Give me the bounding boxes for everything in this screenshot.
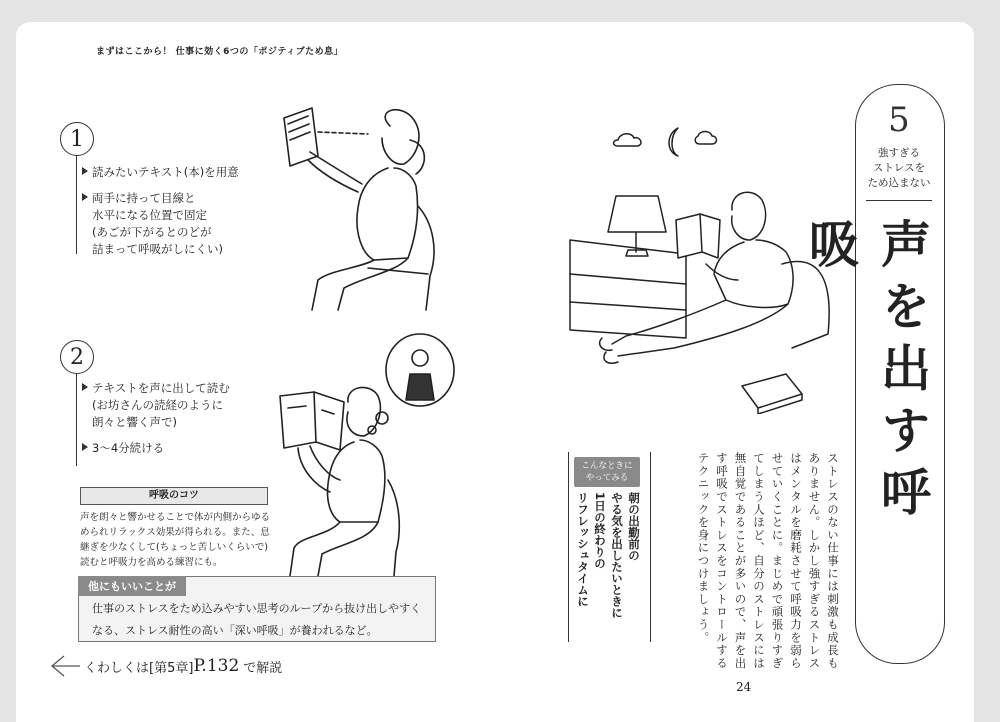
bullet-triangle-icon <box>82 443 88 451</box>
title-divider <box>866 200 932 201</box>
chapter-subtitle: 強すぎる ストレスを ため込まない <box>867 147 931 189</box>
step-1-number: 1 <box>60 122 94 156</box>
running-head: まずはここから！ 仕事に効く6つの「ポジティブため息」 <box>96 47 344 57</box>
other-benefits-label: 他にもいいことが <box>78 576 186 596</box>
step-2-bullet-1: テキストを声に出して読む (お坊さんの読経のように 朗々と響く声で) <box>82 380 272 431</box>
when-box-right-rule <box>650 452 651 642</box>
step-1-bullet-2: 両手に持って目線と 水平になる位置で固定 (あごが下がるとのどが 詰まって呼吸がしにくい) <box>82 190 272 258</box>
when-text: 朝の出勤前の やる気を出したいときに 1日の終わりの リフレッシュタイムに <box>576 492 641 619</box>
step-1-bullets <box>82 164 272 258</box>
chapter-number: 5 <box>888 100 910 140</box>
when-box-left-rule <box>568 452 569 642</box>
bullet-triangle-icon <box>82 167 88 175</box>
step-2-line <box>76 374 77 466</box>
page-number: 24 <box>736 680 752 694</box>
footer-page-ref: P.132 <box>193 656 240 676</box>
step-2-bullet-2: 3〜4分続ける <box>82 440 272 457</box>
kotsu-body: 声を朗々と響かせることで体が内側からゆるめられリラックス効果が得られる。また、息継ぎを少なくして(ちょっと苦しいくらいで)読むと呼吸力を高める練習にも。 <box>80 512 271 568</box>
arrow-left-icon <box>50 654 82 678</box>
reading-seated-illustration <box>278 104 448 314</box>
step-2-number: 2 <box>60 340 94 374</box>
reading-aloud-illustration <box>270 330 456 578</box>
other-benefits-text: 仕事のストレスをため込みやすい思考のループから抜け出しやすくなる、ストレス耐性の高い「深い呼吸」が養われるなど。 <box>92 602 422 637</box>
step-1-line <box>76 156 77 254</box>
footer-suffix: で解説 <box>243 660 283 676</box>
chapter-title: 声を出す呼吸 <box>801 218 931 528</box>
kotsu-title: 呼吸のコツ <box>80 487 268 505</box>
bullet-triangle-icon <box>82 383 88 391</box>
footer-reference[interactable] <box>50 654 282 678</box>
footer-prefix: くわしくは <box>84 660 150 676</box>
step-1-bullet-1: 読みたいテキスト(本)を用意 <box>82 164 272 181</box>
bullet-triangle-icon <box>82 193 88 201</box>
footer-chapter: [第5章] <box>149 660 194 676</box>
body-text: ストレスのない仕事には刺激も成長もありません。しかし強すぎるストレスはメンタルを磨耗させて呼吸力を弱らせていくことに。まじめで頑張りすぎてしまう人ほど、自分のストレスには無自覚であることが多いので、声を出す呼吸でストレスをコントロールするテクニックを身につけましょう。 <box>696 452 840 670</box>
when-tag: こんなときに やってみる <box>574 457 640 487</box>
step-2-bullets <box>82 380 272 457</box>
